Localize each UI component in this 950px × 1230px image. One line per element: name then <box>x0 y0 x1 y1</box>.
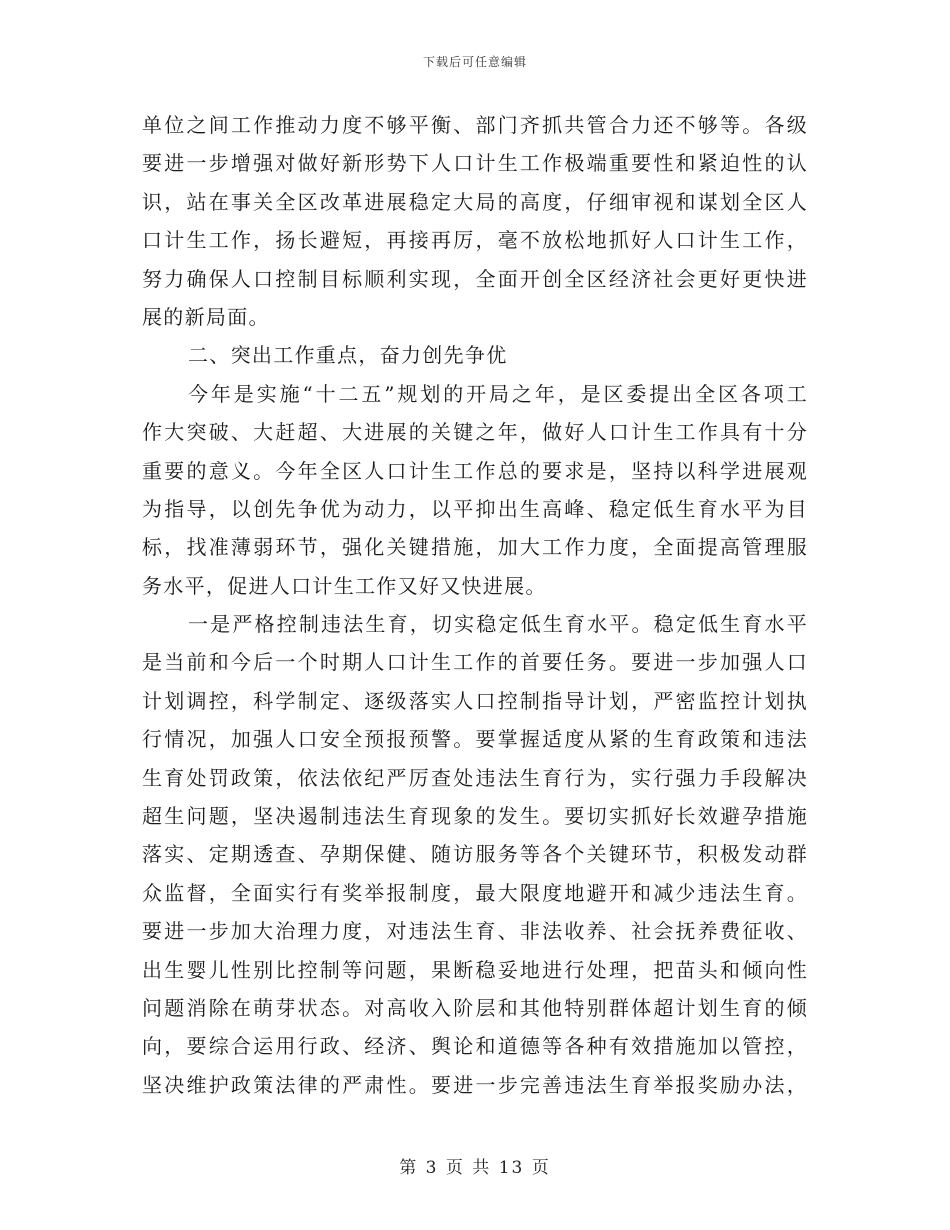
text-line: 单位之间工作推动力度不够平衡、部门齐抓共管合力还不够等。各级 <box>142 113 808 137</box>
text-line: 坚决维护政策法律的严肃性。要进一步完善违法生育举报奖励办法， <box>142 1072 808 1097</box>
page-number: 第 3 页 共 13 页 <box>399 1158 551 1178</box>
text-line: 问题消除在萌芽状态。对高收入阶层和其他特别群体超计划生育的倾 <box>142 995 808 1020</box>
text-line: 行情况，加强人口安全预报预警。要掌握适度从紧的生育政策和违法 <box>142 727 808 752</box>
text-line: 众监督，全面实行有奖举报制度，最大限度地避开和减少违法生育。 <box>142 880 808 905</box>
page-header: 下载后可任意编辑 <box>422 55 527 69</box>
text-line: 计划调控，科学制定、逐级落实人口控制指导计划，严密监控计划执 <box>142 688 808 713</box>
text-line: 标，找准薄弱环节，强化关键措施，加大工作力度，全面提高管理服 <box>142 535 808 560</box>
text-line: 出生婴儿性别比控制等问题，果断稳妥地进行处理，把苗头和倾向性 <box>142 957 808 982</box>
text-line: 一是严格控制违法生育，切实稳定低生育水平。稳定低生育水平 <box>188 612 808 637</box>
text-line: 努力确保人口控制目标顺利实现，全面开创全区经济社会更好更快进 <box>142 266 808 291</box>
text-line: 要进一步加大治理力度，对违法生育、非法收养、社会抚养费征收、 <box>142 919 808 944</box>
text-line: 作大突破、大赶超、大进展的关键之年，做好人口计生工作具有十分 <box>142 420 808 445</box>
text-line: 为指导，以创先争优为动力，以平抑出生高峰、稳定低生育水平为目 <box>142 496 808 521</box>
text-line: 要进一步增强对做好新形势下人口计生工作极端重要性和紧迫性的认 <box>142 151 808 176</box>
text-line: 是当前和今后一个时期人口计生工作的首要任务。要进一步加强人口 <box>142 650 808 675</box>
section-heading: 二、突出工作重点，奋力创先争优 <box>188 343 508 368</box>
text-line: 今年是实施“十二五”规划的开局之年，是区委提出全区各项工 <box>188 381 808 406</box>
text-line: 重要的意义。今年全区人口计生工作总的要求是，坚持以科学进展观 <box>142 458 808 483</box>
text-line: 识，站在事关全区改革进展稳定大局的高度，仔细审视和谋划全区人 <box>142 189 808 214</box>
document-body <box>142 106 808 1104</box>
text-line: 生育处罚政策，依法依纪严厉查处违法生育行为，实行强力手段解决 <box>142 765 808 790</box>
text-line: 口计生工作，扬长避短，再接再厉，毫不放松地抓好人口计生工作， <box>142 228 808 253</box>
text-line: 向，要综合运用行政、经济、舆论和道德等各种有效措施加以管控， <box>142 1034 808 1059</box>
text-line: 落实、定期透查、孕期保健、随访服务等各个关键环节，积极发动群 <box>142 842 808 867</box>
text-line: 务水平，促进人口计生工作又好又快进展。 <box>142 573 547 598</box>
text-line: 超生问题，坚决遏制违法生育现象的发生。要切实抓好长效避孕措施 <box>142 804 808 829</box>
text-line: 展的新局面。 <box>142 304 270 329</box>
